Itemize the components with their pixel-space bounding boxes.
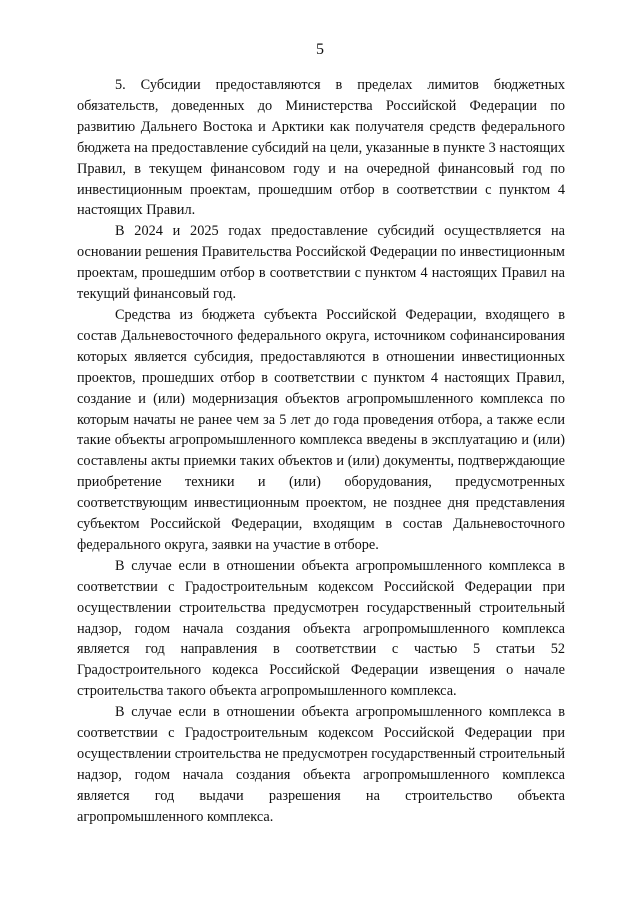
paragraph-2024-2025-subsidies: В 2024 и 2025 годах предоставление субсидий осуществляется на основании решения Правительства Российской Федерации по инвестиционным проектам, прошедшим отбор в соответствии с пунктом 4 настоящих Правил на текущий финансовый год. (77, 223, 565, 303)
document-body (77, 75, 565, 828)
paragraph-subsidy-limits: 5. Субсидии предоставляются в пределах лимитов бюджетных обязательств, доведенных до Министерства Российской Федерации по развитию Дальнего Востока и Арктики как получателя средств федерального бюджета на предоставление субсидий на цели, указанные в пункте 3 настоящих Правил, в текущем финансовом году и на очередной финансовый год по инвестиционным проектам, прошедшим отбор в соответствии с пунктом 4 настоящих Правил. (77, 77, 565, 219)
paragraph-state-supervision-not-provided: В случае если в отношении объекта агропромышленного комплекса в соответствии с Градостроительным кодексом Российской Федерации при осуществлении строительства не предусмотрен государственный строительный надзор, годом начала создания объекта агропромышленного комплекса является год выдачи разрешения на строительство объекта агропромышленного комплекса. (77, 704, 565, 825)
page-number: 5 (316, 41, 324, 58)
paragraph-regional-budget-funds: Средства из бюджета субъекта Российской Федерации, входящего в состав Дальневосточного федерального округа, источником софинансирования которых является субсидия, предоставляются в отношении инвестиционных проектов, прошедших отбор в соответствии с пунктом 4 настоящих Правил, создание и (или) модернизация объектов агропромышленного комплекса по которым начаты не ранее чем за 5 лет до года проведения отбора, а также если такие объекты агропромышленного комплекса введены в эксплуатацию и (или) составлены акты приемки таких объектов и (или) документы, подтверждающие приобретение техники и (или) оборудования, предусмотренных соответствующим инвестиционным проектом, не позднее дня представления субъектом Российской Федерации, входящим в состав Дальневосточного федерального округа, заявки на участие в отборе. (77, 306, 565, 553)
paragraph-state-supervision-provided: В случае если в отношении объекта агропромышленного комплекса в соответствии с Градостроительным кодексом Российской Федерации при осуществлении строительства предусмотрен государственный строительный надзор, годом начала создания объекта агропромышленного комплекса является год направления в соответствии с частью 5 статьи 52 Градостроительного кодекса Российской Федерации извещения о начале строительства такого объекта агропромышленного комплекса. (77, 557, 565, 700)
